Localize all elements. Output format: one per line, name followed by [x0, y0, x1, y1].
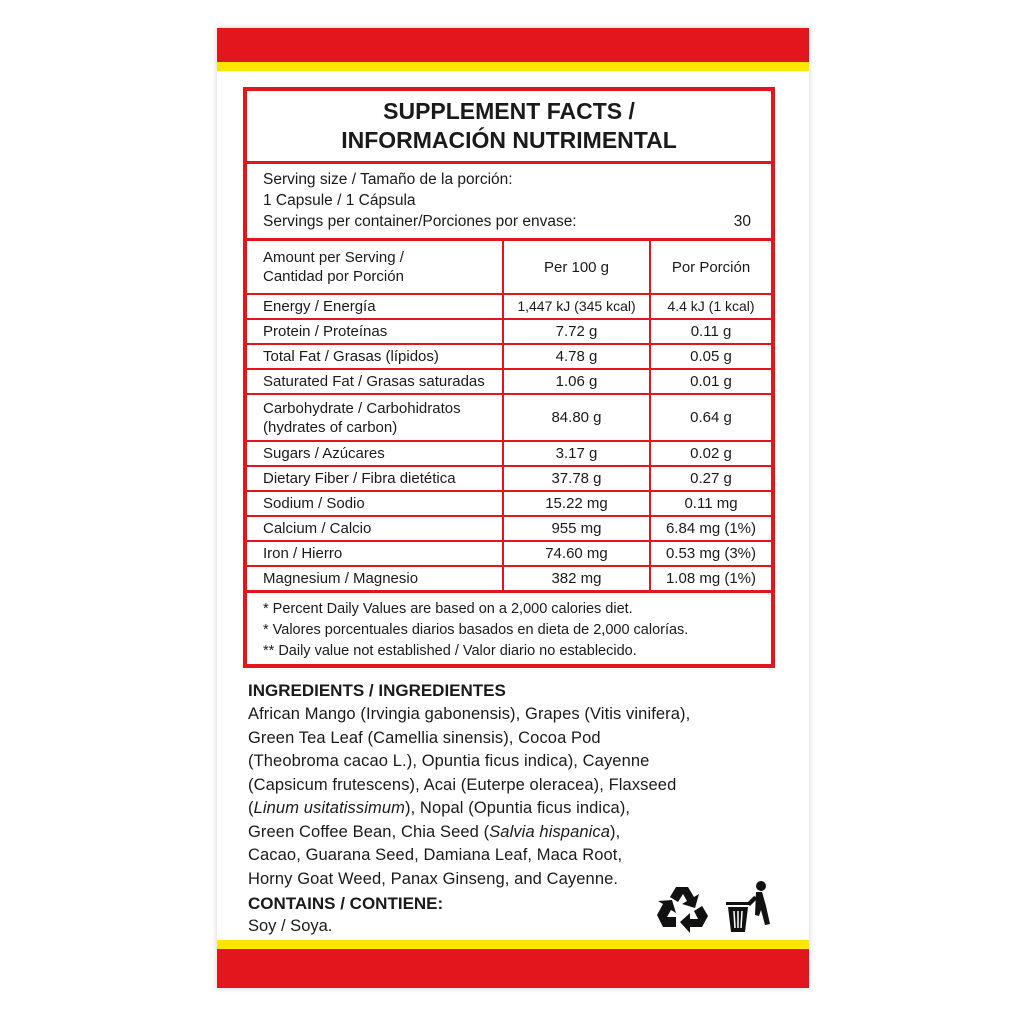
- ingredients-fragment: ),: [610, 822, 621, 841]
- serving-size-label: Serving size / Tamaño de la porción:: [263, 171, 513, 188]
- table-row: [247, 294, 771, 319]
- nutrient-per-100g: 1,447 kJ (345 kcal): [503, 294, 650, 319]
- product-panel: [217, 28, 809, 988]
- trash-bin-icon: [724, 880, 772, 936]
- nutrient-per-serving: 4.4 kJ (1 kcal): [650, 294, 771, 319]
- nutrient-per-serving: 0.02 g: [650, 441, 771, 466]
- ingredients-line: [248, 821, 788, 845]
- nutrient-name: Sugars / Azúcares: [247, 441, 503, 466]
- header-amount: [247, 241, 503, 294]
- nutrient-per-100g: 84.80 g: [503, 394, 650, 441]
- ingredients-line: African Mango (Irvingia gabonensis), Grapes (Vitis vinifera),: [248, 705, 691, 723]
- table-row: [247, 466, 771, 491]
- table-row: [247, 394, 771, 441]
- supplement-facts-panel: [243, 87, 775, 668]
- nutrient-per-100g: 37.78 g: [503, 466, 650, 491]
- contains-text: Soy / Soya.: [248, 917, 333, 935]
- table-row: [247, 319, 771, 344]
- footnote: * Percent Daily Values are based on a 2,000 calories diet.: [263, 601, 633, 617]
- footnote: * Valores porcentuales diarios basados en dieta de 2,000 calorías.: [263, 622, 689, 638]
- header-amount-line1: Amount per Serving /: [263, 249, 404, 266]
- nutrient-name: Calcium / Calcio: [247, 516, 503, 541]
- bottom-red-band: [217, 949, 809, 988]
- header-amount-line2: Cantidad por Porción: [263, 268, 404, 285]
- table-row: [247, 369, 771, 394]
- facts-title-line2: INFORMACIÓN NUTRIMENTAL: [341, 127, 677, 153]
- nutrient-name: Energy / Energía: [247, 294, 503, 319]
- nutrient-name: Saturated Fat / Grasas saturadas: [247, 369, 503, 394]
- header-per-serving: Por Porción: [650, 241, 771, 294]
- table-row: [247, 516, 771, 541]
- nutrient-per-serving: 0.53 mg (3%): [650, 541, 771, 566]
- ingredients-text: [248, 703, 788, 891]
- nutrient-per-serving: 0.01 g: [650, 369, 771, 394]
- nutrient-name: Protein / Proteínas: [247, 319, 503, 344]
- ingredients-line: [248, 797, 788, 821]
- serving-info: [247, 164, 771, 241]
- nutrient-per-100g: 4.78 g: [503, 344, 650, 369]
- footnote: ** Daily value not established / Valor diario no establecido.: [263, 643, 637, 659]
- servings-per-container-label: Servings per container/Porciones por envase:: [263, 213, 577, 230]
- footnotes: [247, 593, 771, 662]
- nutrient-name: Sodium / Sodio: [247, 491, 503, 516]
- top-yellow-band: [217, 62, 809, 71]
- facts-title: [247, 91, 771, 164]
- table-row: [247, 491, 771, 516]
- ingredients-line: (Theobroma cacao L.), Opuntia ficus indica), Cayenne: [248, 752, 650, 770]
- nutrient-per-serving: 6.84 mg (1%): [650, 516, 771, 541]
- serving-size-value: 1 Capsule / 1 Cápsula: [263, 192, 416, 209]
- nutrient-name: Total Fat / Grasas (lípidos): [247, 344, 503, 369]
- nutrient-per-serving: 0.64 g: [650, 394, 771, 441]
- facts-title-line1: SUPPLEMENT FACTS /: [383, 98, 635, 124]
- table-row: [247, 566, 771, 592]
- nutrient-name-line1: Carbohydrate / Carbohidratos: [263, 399, 461, 417]
- ingredients-line: Horny Goat Weed, Panax Ginseng, and Cayenne.: [248, 869, 619, 888]
- ingredients-fragment: (: [248, 799, 254, 817]
- nutrient-name: [247, 394, 503, 441]
- top-red-band: [217, 28, 809, 62]
- nutrient-per-100g: 955 mg: [503, 516, 650, 541]
- contains-title: CONTAINS / CONTIENE:: [248, 894, 444, 913]
- ingredients-title: INGREDIENTS / INGREDIENTES: [248, 681, 506, 700]
- nutrient-per-100g: 7.72 g: [503, 319, 650, 344]
- recycle-icon: [654, 884, 710, 934]
- ingredients-italic: Linum usitatissimum: [253, 799, 405, 817]
- header-per-100g: Per 100 g: [503, 241, 650, 294]
- nutrient-name: Dietary Fiber / Fibra dietética: [247, 466, 503, 491]
- nutrient-per-100g: 1.06 g: [503, 369, 650, 394]
- table-row: [247, 541, 771, 566]
- nutrient-per-100g: 382 mg: [503, 566, 650, 592]
- servings-per-container-value: 30: [733, 213, 751, 230]
- nutrition-table-header: [247, 241, 771, 294]
- ingredients-line: Cacao, Guarana Seed, Damiana Leaf, Maca Root,: [248, 846, 623, 864]
- ingredients-fragment: ), Nopal (Opuntia ficus indica),: [404, 799, 631, 817]
- nutrient-per-100g: 15.22 mg: [503, 491, 650, 516]
- ingredients-line: (Capsicum frutescens), Acai (Euterpe oleracea), Flaxseed: [248, 775, 677, 794]
- table-row: [247, 344, 771, 369]
- nutrient-per-serving: 1.08 mg (1%): [650, 566, 771, 592]
- nutrient-per-serving: 0.11 g: [650, 319, 771, 344]
- nutrient-per-100g: 3.17 g: [503, 441, 650, 466]
- nutrient-per-serving: 0.27 g: [650, 466, 771, 491]
- nutrient-name: Iron / Hierro: [247, 541, 503, 566]
- ingredients-fragment: Green Coffee Bean, Chia Seed (: [248, 822, 490, 841]
- ingredients-italic: Salvia hispanica: [489, 822, 611, 841]
- nutrient-name-line2: (hydrates of carbon): [263, 418, 398, 436]
- nutrient-name: Magnesium / Magnesio: [247, 566, 503, 592]
- table-row: [247, 441, 771, 466]
- nutrition-table: [247, 241, 771, 593]
- ingredients-line: Green Tea Leaf (Camellia sinensis), Cocoa Pod: [248, 728, 601, 747]
- nutrient-per-serving: 0.11 mg: [650, 491, 771, 516]
- bottom-yellow-band: [217, 940, 809, 949]
- nutrient-per-serving: 0.05 g: [650, 344, 771, 369]
- nutrient-per-100g: 74.60 mg: [503, 541, 650, 566]
